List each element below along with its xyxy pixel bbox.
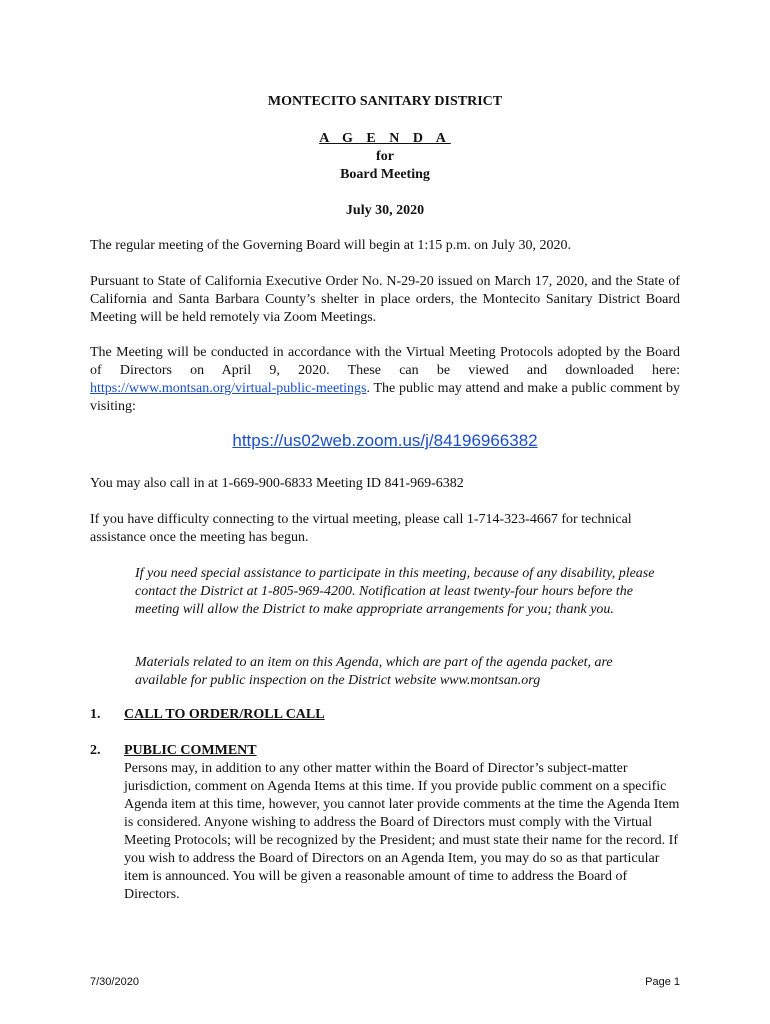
org-name: MONTECITO SANITARY DISTRICT — [267, 94, 503, 109]
footer-date: 7/30/2020 — [90, 976, 139, 988]
meeting-date: July 30, 2020 — [345, 203, 425, 218]
technical-assistance-paragraph: If you have difficulty connecting to the virtual meeting, please call 1-714-323-4667 for technical assistance once the meeting has begun. — [90, 512, 632, 545]
agenda-heading: A G E N D A — [319, 131, 451, 146]
item-number: 1. — [90, 707, 101, 722]
item-number: 2. — [90, 743, 101, 758]
materials-notice: Materials related to an item on this Agenda, which are part of the agenda packet, are available for public inspection on the District website www.montsan.org — [135, 655, 613, 688]
item-title-call-to-order: CALL TO ORDER/ROLL CALL — [124, 707, 325, 722]
meeting-type: Board Meeting — [340, 167, 430, 182]
protocols-text: The Meeting will be conducted in accordance with the Virtual Meeting Protocols adopted by the Board of Directors on April 9, 2020. These can be viewed and downloaded here: — [90, 345, 680, 378]
special-assistance-notice: If you need special assistance to participate in this meeting, because of any disability, please contact the District at 1-805-969-4200. Notification at least twenty-four hours before the meeting will allow the District to make appropriate arrangements for you; thank you. — [135, 566, 655, 617]
agenda-for: for — [376, 149, 394, 164]
protocols-paragraph — [90, 344, 680, 416]
protocols-link[interactable]: https://www.montsan.org/virtual-public-meetings — [90, 381, 367, 396]
zoom-meeting-link[interactable]: https://us02web.zoom.us/j/84196966382 — [232, 431, 538, 450]
protocols-text-after: . The public may attend and make a public comment by visiting: — [90, 381, 680, 414]
start-time-paragraph: The regular meeting of the Governing Board will begin at 1:15 p.m. on July 30, 2020. — [90, 238, 571, 253]
executive-order-paragraph: Pursuant to State of California Executive Order No. N-29-20 issued on March 17, 2020, and the State of California and Santa Barbara County’s shelter in place orders, the Montecito Sanitary District Board Meeting will be held remotely via Zoom Meetings. — [90, 274, 680, 325]
call-in-info: You may also call in at 1-669-900-6833 Meeting ID 841-969-6382 — [90, 476, 464, 491]
item-title-public-comment: PUBLIC COMMENT — [124, 743, 257, 758]
footer-page-number: Page 1 — [645, 976, 680, 988]
public-comment-body: Persons may, in addition to any other matter within the Board of Director’s subject-matter jurisdiction, comment on Agenda Items at this time. If you provide public comment on a specific Agenda item at this time, however, you cannot later provide comments at the time the Agenda Item is considered. Anyone wishing to address the Board of Directors must comply with the Virtual Meeting Protocols; will be recognized by the President; and must state their name for the record. If you wish to address the Board of Directors on an Agenda Item, you may do so as that particular item is announced. You will be given a reasonable amount of time to address the Board of Directors. — [124, 761, 680, 902]
